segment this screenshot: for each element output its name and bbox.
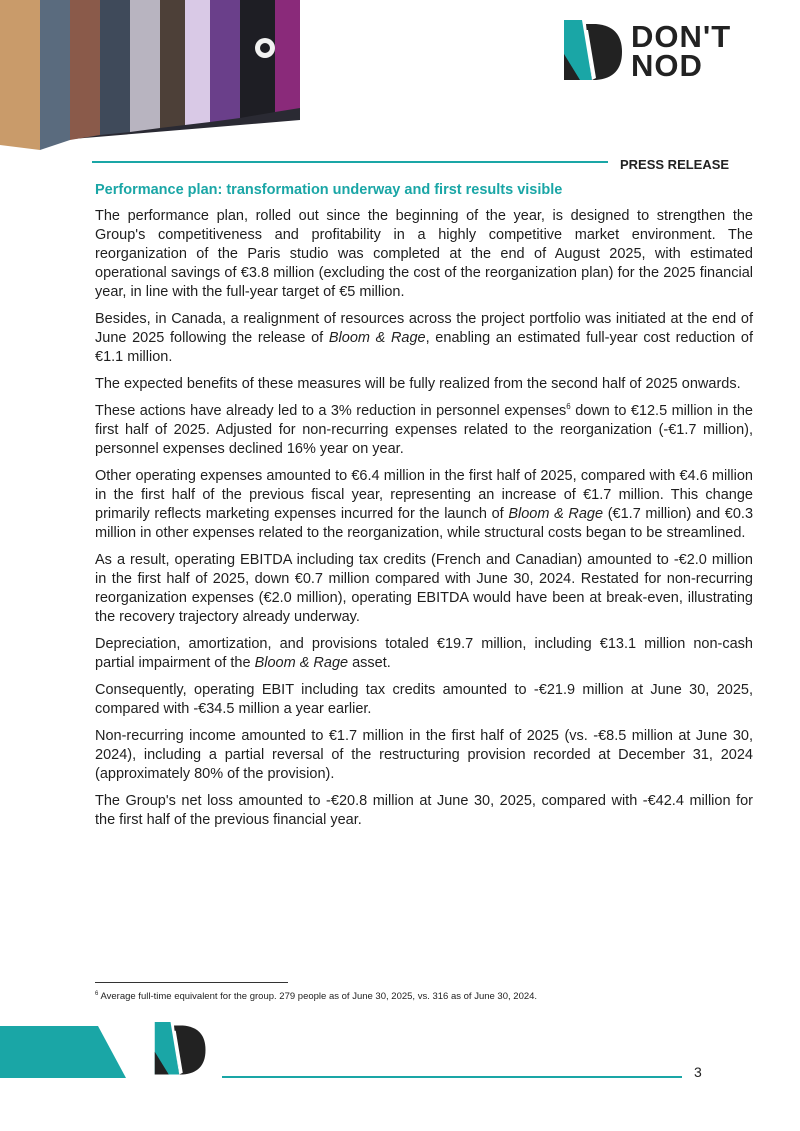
paragraph-list xyxy=(95,207,753,830)
paragraph-text: Consequently, operating EBIT including tax credits amounted to -€21.9 million at June 30, 2025, compared with -€34.5 million a year earlier. xyxy=(95,682,753,717)
header-divider xyxy=(92,161,608,163)
body-paragraph xyxy=(95,467,753,543)
paragraph-text: The performance plan, rolled out since the beginning of the year, is designed to strengthen the Group's competitiveness and profitability in a highly competitive market environment. The reorganization of the Paris studio was completed at the end of August 2025, with estimated operational savings of €3.8 million (excluding the cost of the reorganization plan) for the 2025 financial year, in line with the full-year target of €5 million. xyxy=(95,208,753,300)
logo-line-2: NOD xyxy=(631,48,703,83)
body-paragraph xyxy=(95,207,753,302)
section-title: Performance plan: transformation underway and first results visible xyxy=(95,182,563,198)
paragraph-text: These actions have already led to a 3% reduction in personnel expenses xyxy=(95,403,567,419)
paragraph-text: down to €12.5 million in the first half of 2025. Adjusted for non-recurring expenses related to the reorganization (-€1.7 million), personnel expenses declined 16% year on year. xyxy=(95,403,753,457)
page-number: 3 xyxy=(694,1064,702,1080)
body-paragraph xyxy=(95,402,753,459)
logo-wordmark xyxy=(631,19,732,83)
footnote xyxy=(95,991,537,1002)
press-release-label: PRESS RELEASE xyxy=(620,157,730,172)
paragraph-text: (€1.7 million) and €0.3 million in other expenses related to the reorganization, while structural costs began to be streamlined. xyxy=(95,506,754,541)
italic-title: Bloom & Rage xyxy=(328,330,426,346)
dont-nod-logo-icon xyxy=(562,20,626,84)
paragraph-text: Besides, in Canada, a realignment of resources across the project portfolio was initiated at the end of June 2025 following the release of xyxy=(95,311,753,346)
paragraph-text: Depreciation, amortization, and provisions totaled €19.7 million, including €13.1 million non-cash partial impairment of the xyxy=(95,636,753,671)
paragraph-text: , enabling an estimated full-year cost reduction of €1.1 million. xyxy=(95,330,753,365)
paragraph-text: asset. xyxy=(348,655,391,671)
body-paragraph xyxy=(95,727,753,784)
italic-title: Bloom & Rage xyxy=(254,655,349,671)
body-paragraph xyxy=(95,375,753,394)
body-paragraph xyxy=(95,681,753,719)
body-paragraph xyxy=(95,551,753,627)
footer-divider xyxy=(222,1076,682,1078)
paragraph-text: Non-recurring income amounted to €1.7 million in the first half of 2025 (vs. -€8.5 million at June 30, 2024), including a partial reversal of the restructuring provision recorded at December 31, 2024 (approximately 80% of the provision). xyxy=(95,728,753,782)
header-game-art-banner xyxy=(0,0,300,160)
paragraph-text: The expected benefits of these measures will be fully realized from the second half of 2025 onwards. xyxy=(95,376,741,392)
paragraph-text: The Group's net loss amounted to -€20.8 million at June 30, 2025, compared with -€42.4 million for the first half of the previous financial year. xyxy=(95,793,753,828)
logo-line-1: DON'T xyxy=(631,19,732,54)
footer-teal-shape xyxy=(0,1026,130,1078)
footnote-divider xyxy=(95,982,288,983)
footnote-marker: 6 xyxy=(95,991,99,997)
italic-title: Bloom & Rage xyxy=(508,506,604,522)
footer-logo-icon xyxy=(153,1022,209,1078)
paragraph-text: Other operating expenses amounted to €6.4 million in the first half of 2025, compared with €4.6 million in the first half of the previous fiscal year, representing an increase of €1.7 million. This change primarily reflects marketing expenses incurred for the launch of xyxy=(95,468,753,522)
body-paragraph xyxy=(95,310,753,367)
paragraph-text: As a result, operating EBITDA including tax credits (French and Canadian) amounted to -€2.0 million in the first half of 2025, down €0.7 million compared with June 30, 2024. Restated for non-recurring reorganization expenses (€2.0 million), operating EBITDA would have been at break-even, illustrating the recovery trajectory already underway. xyxy=(95,552,753,625)
main-content xyxy=(95,181,753,838)
footnote-text: Average full-time equivalent for the group. 279 people as of June 30, 2025, vs. 316 as of June 30, 2024. xyxy=(98,991,538,1003)
body-paragraph xyxy=(95,635,753,673)
footnote-ref: 6 xyxy=(566,402,571,412)
body-paragraph xyxy=(95,792,753,830)
